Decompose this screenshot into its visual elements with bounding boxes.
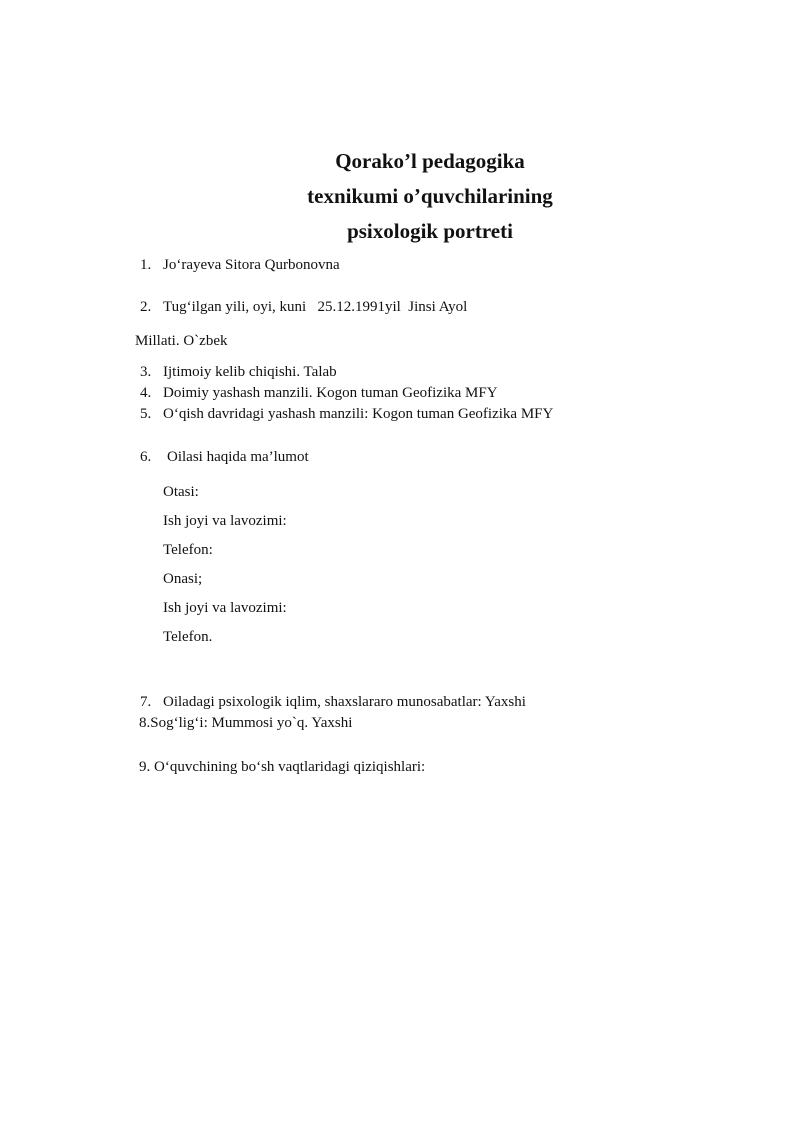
mother-phone-label: Telefon. [163,629,213,645]
item-5-text: O‘qish davridagi yashash manzili: Kogon tuman Geofizika MFY [163,406,554,422]
item-2-number: 2. [140,299,152,315]
father-phone-label: Telefon: [163,542,213,558]
item-4-number: 4. [140,385,152,401]
item-4-text: Doimiy yashash manzili. Kogon tuman Geofizika MFY [163,385,498,401]
item-7-text: Oiladagi psixologik iqlim, shaxslararo munosabatlar: Yaxshi [163,694,526,710]
father-label: Otasi: [163,484,199,500]
item-1-text: Jo‘rayeva Sitora Qurbonovna [163,257,340,273]
title-line-2: texnikumi o’quvchilarining [307,184,553,208]
father-job-label: Ish joyi va lavozimi: [163,513,287,529]
item-8-text: 8.Sog‘lig‘i: Mummosi yo`q. Yaxshi [139,715,353,731]
item-3-text: Ijtimoiy kelib chiqishi. Talab [163,364,337,380]
mother-label: Onasi; [163,571,203,587]
item-2-text: Tug‘ilgan yili, oyi, kuni 25.12.1991yil Jinsi Ayol [163,299,468,315]
document-title [230,144,630,249]
item-9-text: 9. O‘quvchining bo‘sh vaqtlaridagi qiziqishlari: [139,759,426,775]
mother-job-label: Ish joyi va lavozimi: [163,600,287,616]
title-line-3: psixologik portreti [347,219,513,243]
item-6-text: Oilasi haqida ma’lumot [167,449,309,465]
item-1-number: 1. [140,257,152,273]
item-3-number: 3. [140,364,152,380]
nationality-line: Millati. O`zbek [135,333,228,349]
item-5-number: 5. [140,406,152,422]
title-line-1: Qorako’l pedagogika [335,149,525,173]
item-7-number: 7. [140,694,152,710]
item-6-number: 6. [140,449,152,465]
